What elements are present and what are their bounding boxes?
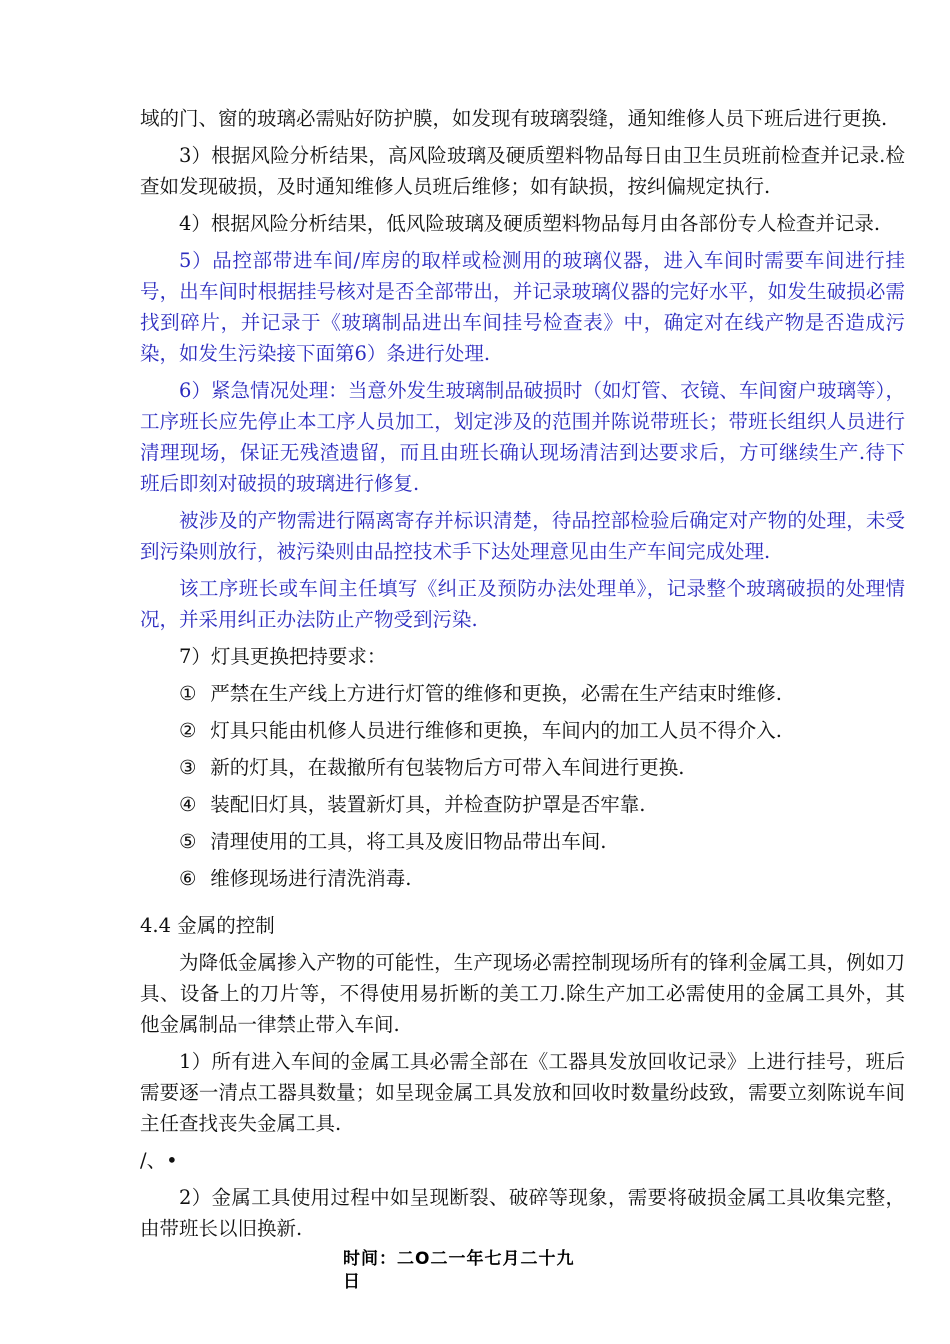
list-item-text: 清理使用的工具，将工具及废旧物品带出车间. <box>210 830 607 853</box>
section-heading-metal-control: 4.4 金属的控制 <box>140 914 275 937</box>
paragraph-product-isolation: 被涉及的产物需进行隔离寄存并标识清楚，待品控部检验后确定对产物的处理，未受到污染则放行，被污染则由品控技术手下达处理意见由生产车间完成处理. <box>140 509 905 563</box>
paragraph-glass-film: 域的门、窗的玻璃必需贴好防护膜，如发现有玻璃裂缝，通知维修人员下班后进行更换. <box>140 107 888 130</box>
list-item-number: ② <box>179 719 197 742</box>
list-item-number: ① <box>179 682 197 705</box>
list-item-text: 新的灯具，在裁撤所有包装物后方可带入车间进行更换. <box>210 756 685 779</box>
list-item-number: ⑤ <box>179 830 197 853</box>
paragraph-high-risk-check: 3）根据风险分析结果，高风险玻璃及硬质塑料物品每日由卫生员班前检查并记录.检查如发现破损，及时通知维修人员班后维修；如有缺损，按纠偏规定执行. <box>140 144 905 198</box>
paragraph-metal-breakage: 2）金属工具使用过程中如呈现断裂、破碎等现象，需要将破损金属工具收集完整，由带班长以旧换新. <box>140 1186 905 1240</box>
list-item <box>179 789 905 820</box>
document-body <box>140 103 905 1250</box>
footer-date: 时间：二O二一年七月二十九日 <box>343 1249 575 1292</box>
list-item-text: 装配旧灯具，装置新灯具，并检查防护罩是否牢靠. <box>210 793 646 816</box>
paragraph-metal-registration: 1）所有进入车间的金属工具必需全部在《工器具发放回收记录》上进行挂号，班后需要逐一清点工器具数量；如呈现金属工具发放和回收时数量纷歧致，需要立刻陈说车间主任查找丧失金属工具. <box>140 1050 905 1135</box>
paragraph-corrective-form: 该工序班长或车间主任填写《纠正及预防办法处理单》，记录整个玻璃破损的处理情况，并采用纠正办法防止产物受到污染. <box>140 577 905 631</box>
paragraph-lamp-replacement: 7）灯具更换把持要求： <box>179 645 387 668</box>
paragraph-low-risk-check: 4）根据风险分析结果，低风险玻璃及硬质塑料物品每月由各部份专人检查并记录. <box>179 212 881 235</box>
list-item <box>179 678 905 709</box>
paragraph-qc-glassware: 5）品控部带进车间/库房的取样或检测用的玻璃仪器，进入车间时需要车间进行挂号，出车间时根据挂号核对是否全部带出，并记录玻璃仪器的完好水平，如发生破损必需找到碎片，并记录于《玻璃制品进出车间挂号检查表》中，确定对在线产物是否造成污染，如发生污染接下面第6）条进行处理. <box>140 249 905 365</box>
list-item-number: ③ <box>179 756 197 779</box>
list-item-text: 严禁在生产线上方进行灯管的维修和更换，必需在生产结束时维修. <box>210 682 782 705</box>
paragraph-metal-intro: 为降低金属掺入产物的可能性，生产现场必需控制现场所有的锋利金属工具，例如刀具、设备上的刀片等，不得使用易折断的美工刀.除生产加工必需使用的金属工具外，其他金属制品一律禁止带入车间. <box>140 951 905 1036</box>
list-item <box>179 863 905 894</box>
list-item-number: ⑥ <box>179 867 197 890</box>
list-item <box>179 752 905 783</box>
list-item-number: ④ <box>179 793 197 816</box>
paragraph-emergency-handling: 6）紧急情况处理：当意外发生玻璃制品破损时（如灯管、衣镜、车间窗户玻璃等），工序班长应先停止本工序人员加工，划定涉及的范围并陈说带班长；带班长组织人员进行清理现场，保证无残渣遗留，而且由班长确认现场清洁到达要求后，方可继续生产.待下班后即刻对破损的玻璃进行修复. <box>140 379 905 495</box>
list-item <box>179 826 905 857</box>
list-item <box>179 715 905 746</box>
list-item-text: 维修现场进行清洗消毒. <box>210 867 412 890</box>
list-item-text: 灯具只能由机修人员进行维修和更换，车间内的加工人员不得介入. <box>210 719 782 742</box>
stray-marks: /、• <box>140 1149 178 1172</box>
